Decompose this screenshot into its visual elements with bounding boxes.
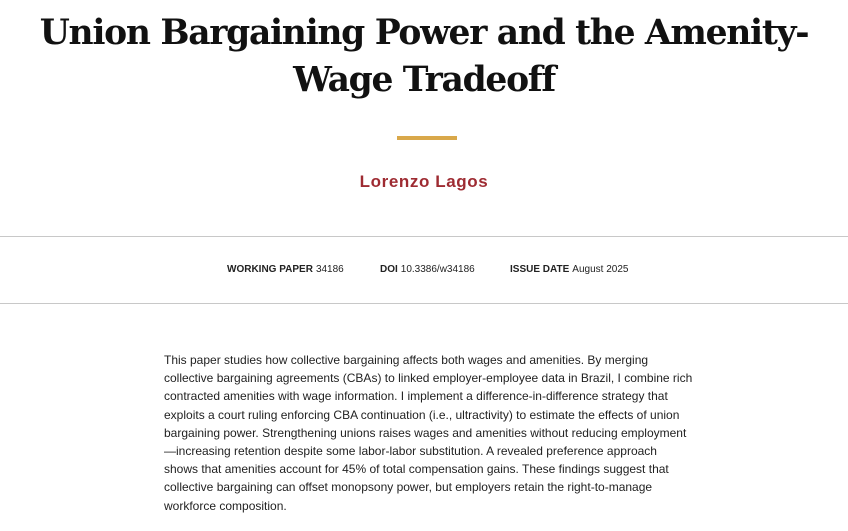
working-paper-value: 34186 (315, 264, 344, 275)
abstract-text: This paper studies how collective bargaining affects both wages and amenities. By merging collective bargaining agreements (CBAs) to linked employer-employee data in Brazil, I combine rich contracted amenities with wage information. I implement a difference-in-difference strategy that exploits a court ruling enforcing CBA continuation (i.e., ultractivity) to estimate the effects of union bargaining power. Strengthening unions raises wages and amenities without reducing employment—increasing retention despite some labor-labor substitution. A revealed preference approach shows that amenities account for 45% of total compensation gains. These findings suggest that collective bargaining can offset monopsony power, but employers retain the right-to-manage workforce composition. (164, 353, 693, 513)
working-paper-label: WORKING PAPER (227, 264, 313, 275)
title-accent-divider (397, 136, 457, 140)
working-paper-number (227, 264, 344, 275)
author-link[interactable]: Lorenzo Lagos (359, 172, 489, 191)
paper-metadata-bar (0, 236, 848, 304)
doi (380, 264, 475, 275)
issue-date-label: ISSUE DATE (510, 264, 570, 275)
doi-value[interactable]: 10.3386/w34186 (400, 264, 475, 275)
issue-date (510, 264, 628, 275)
doi-label: DOI (380, 264, 398, 275)
issue-date-value: August 2025 (572, 264, 629, 275)
page-title: Union Bargaining Power and the Amenity-Wage Tradeoff (39, 13, 809, 100)
